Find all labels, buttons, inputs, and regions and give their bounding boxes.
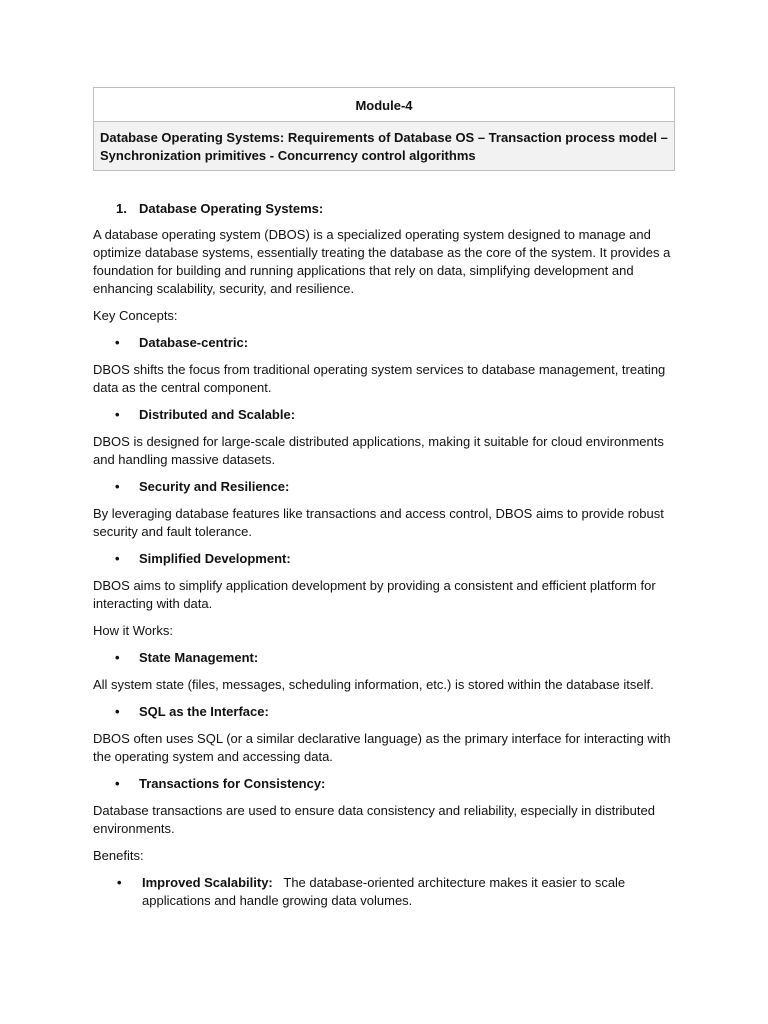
benefit-text — [142, 874, 662, 910]
bullet-term: Database-centric: — [139, 335, 249, 350]
bullet-icon: • — [115, 776, 120, 791]
module-topics: Database Operating Systems: Requirements of Database OS – Transaction process model – Synchronization primitives - Concurrency control algorithms — [94, 122, 675, 171]
bullet-description: DBOS shifts the focus from traditional operating system services to database management, treating data as the central component. — [93, 362, 666, 395]
section-heading — [93, 200, 675, 218]
benefit-term: Improved Scalability: — [142, 875, 273, 890]
bullet-security-resilience — [93, 478, 675, 496]
bullet-description: All system state (files, messages, scheduling information, etc.) is stored within the database itself. — [93, 677, 654, 692]
bullet-description: DBOS aims to simplify application development by providing a consistent and efficient platform for interacting with data. — [93, 578, 656, 611]
document-page — [93, 87, 675, 910]
bullet-description: By leveraging database features like transactions and access control, DBOS aims to provide robust security and fault tolerance. — [93, 506, 664, 539]
benefits-label: Benefits: — [93, 848, 144, 863]
module-header-table — [93, 87, 675, 171]
module-title: Module-4 — [94, 88, 675, 122]
key-concepts-label: Key Concepts: — [93, 308, 178, 323]
bullet-description: DBOS is designed for large-scale distributed applications, making it suitable for cloud environments and handling massive datasets. — [93, 434, 664, 467]
bullet-icon: • — [115, 704, 120, 719]
bullet-distributed-scalable — [93, 406, 675, 424]
bullet-icon: • — [115, 551, 120, 566]
section-title: Database Operating Systems: — [139, 201, 324, 216]
bullet-icon: • — [115, 650, 120, 665]
intro-paragraph: A database operating system (DBOS) is a specialized operating system designed to manage and optimize database systems, essentially treating the database as the core of the system. It provides a foundation for building and running applications that rely on data, simplifying development and enhancing scalability, security, and resilience. — [93, 227, 671, 296]
bullet-icon: • — [117, 875, 122, 890]
bullet-term: Security and Resilience: — [139, 479, 290, 494]
bullet-term: SQL as the Interface: — [139, 704, 269, 719]
bullet-database-centric — [93, 334, 675, 352]
bullet-term: Simplified Development: — [139, 551, 291, 566]
section-number: 1. — [116, 201, 127, 216]
bullet-term: State Management: — [139, 650, 259, 665]
bullet-term: Distributed and Scalable: — [139, 407, 296, 422]
bullet-icon: • — [115, 335, 120, 350]
bullet-simplified-development — [93, 550, 675, 568]
bullet-term: Transactions for Consistency: — [139, 776, 326, 791]
bullet-transactions-consistency — [93, 775, 675, 793]
bullet-icon: • — [115, 407, 120, 422]
benefit-improved-scalability — [93, 874, 675, 910]
bullet-state-management — [93, 649, 675, 667]
benefit-description: The database-oriented architecture makes it easier to scale applications and handle growing data volumes. — [142, 875, 626, 908]
bullet-description: Database transactions are used to ensure data consistency and reliability, especially in distributed environments. — [93, 803, 655, 836]
bullet-description: DBOS often uses SQL (or a similar declarative language) as the primary interface for interacting with the operating system and accessing data. — [93, 731, 671, 764]
bullet-icon: • — [115, 479, 120, 494]
bullet-sql-interface — [93, 703, 675, 721]
how-it-works-label: How it Works: — [93, 623, 173, 638]
